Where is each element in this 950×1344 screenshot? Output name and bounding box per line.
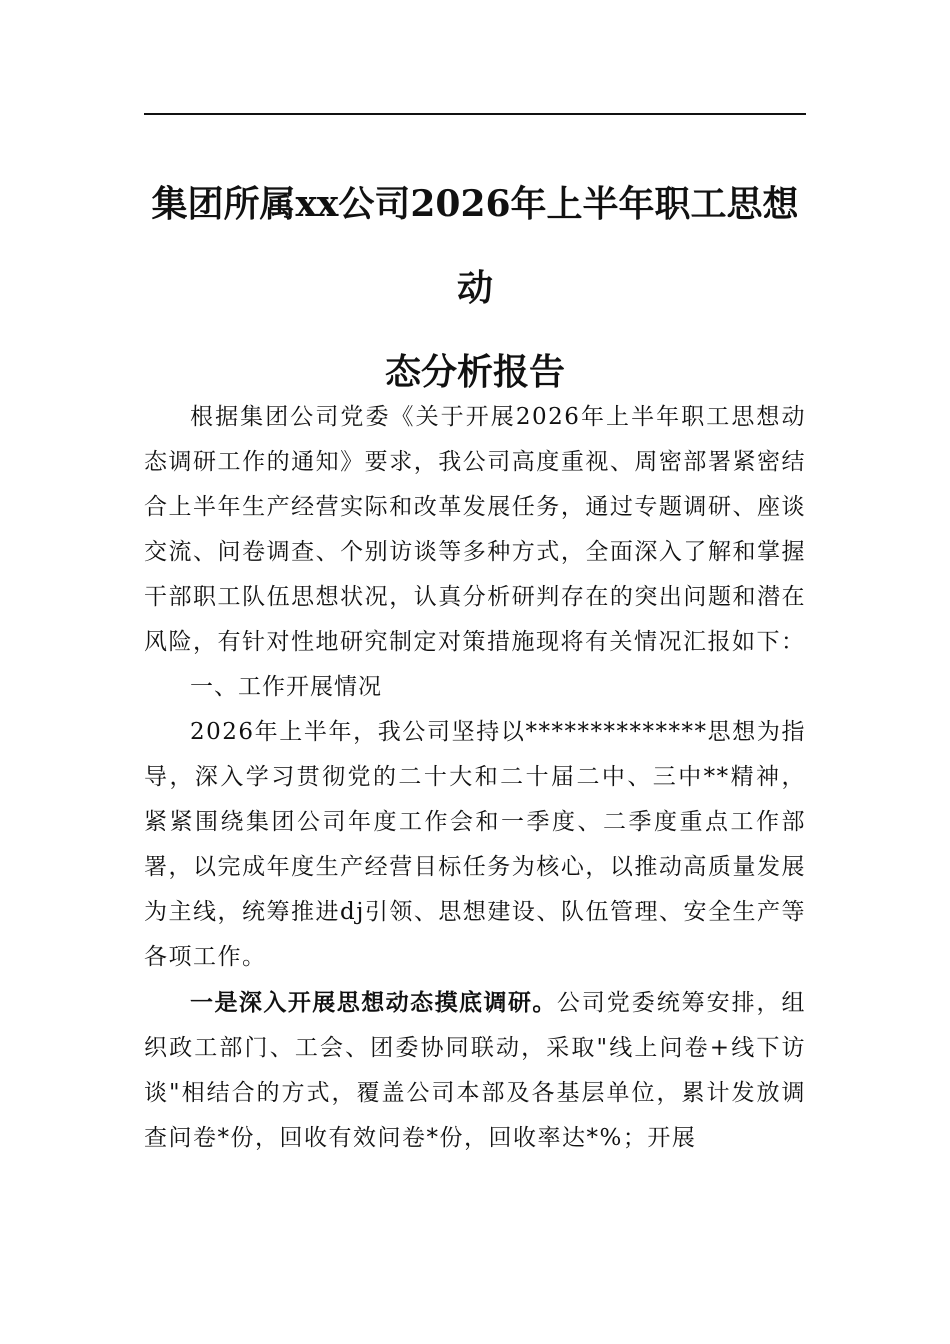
title-line-2: 态分析报告	[384, 351, 565, 393]
header-rule	[144, 113, 806, 115]
point-1-paragraph	[144, 980, 806, 1161]
intro-paragraph: 根据集团公司党委《关于开展2026年上半年职工思想动态调研工作的通知》要求，我公司高度重视、周密部署紧密结合上半年生产经营实际和改革发展任务，通过专题调研、座谈交流、问卷调查、个别访谈等多种方式，全面深入了解和掌握干部职工队伍思想状况，认真分析研判存在的突出问题和潜在风险，有针对性地研究制定对策措施现将有关情况汇报如下：	[144, 404, 806, 655]
point-1-lead: 一是深入开展思想动态摸底调研。	[190, 989, 557, 1016]
section-heading-1: 一、工作开展情况	[190, 674, 382, 700]
document-title	[144, 162, 806, 414]
section-1-paragraph: 2026年上半年，我公司坚持以**************思想为指导，深入学习贯彻党的二十大和二十届二中、三中**精神，紧紧围绕集团公司年度工作会和一季度、二季度重点工作部署，以完成年度生产经营目标任务为核心，以推动高质量发展为主线，统筹推进dj引领、思想建设、队伍管理、安全生产等各项工作。	[144, 719, 806, 970]
document-body	[144, 395, 806, 1161]
title-line-1: 集团所属xx公司2026年上半年职工思想动	[151, 183, 799, 309]
point-1-text: 公司党委统筹安排，组织政工部门、工会、团委协同联动，采取"线上问卷+线下访谈"相结合的方式，覆盖公司本部及各基层单位，累计发放调查问卷*份，回收有效问卷*份，回收率达*%；开展	[144, 990, 807, 1151]
